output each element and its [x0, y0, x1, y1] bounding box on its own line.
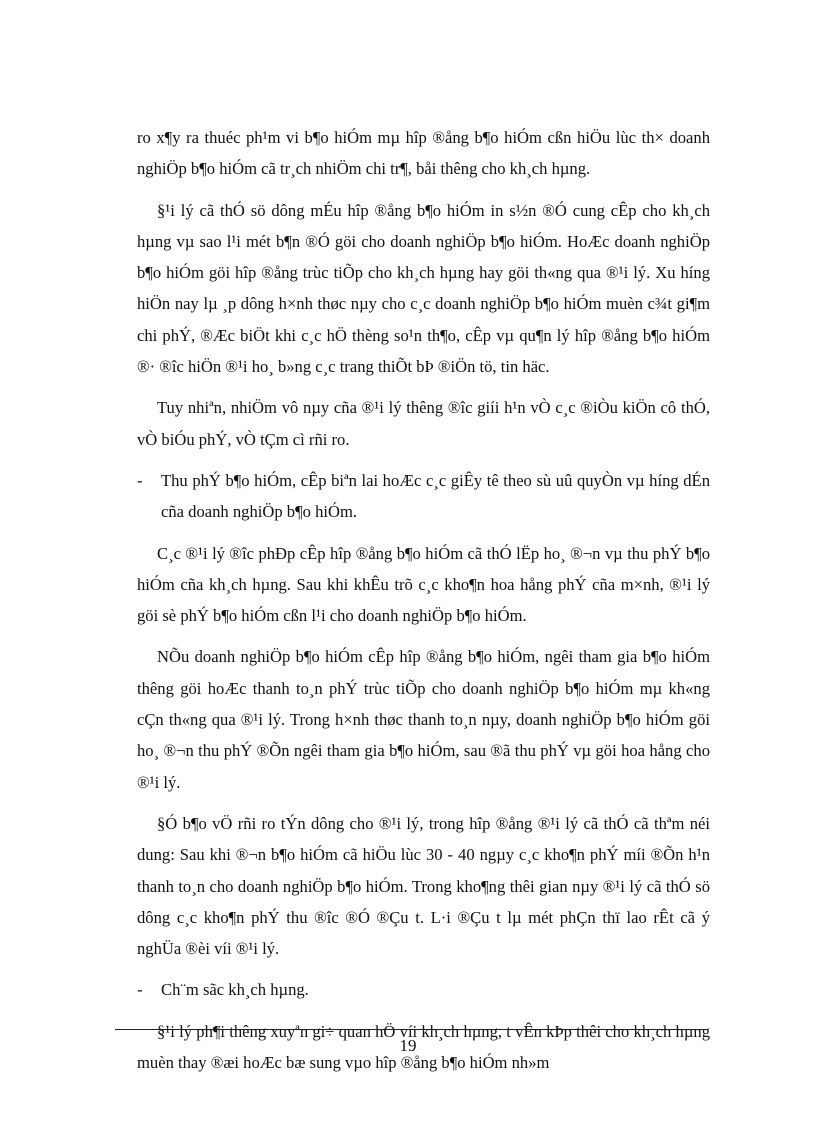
footer-rule [115, 1029, 708, 1030]
bullet-item-fee-collection [137, 465, 710, 528]
bullet-text: Ch¨m sãc kh¸ch hµng. [161, 980, 309, 1000]
bullet-dash: - [137, 470, 143, 490]
bullet-dash: - [137, 980, 143, 1000]
paragraph-9: §¹i lý ph¶i thêng xuyªn gi÷ quan hÖ víi kh¸ch hµng, t vÊn kÞp thêi cho kh¸ch hµng muèn thay ®æi hoÆc bæ sung vµo hîp ®ång b¶o hiÓm nh»m [137, 1021, 710, 1073]
paragraph-1: ro x¶y ra thuéc ph¹m vi b¶o hiÓm mµ hîp ®ång b¶o hiÓm cßn hiÖu lùc th× doanh nghiÖp b¶o hiÓm cã tr¸ch nhiÖm chi tr¶, båi thêng cho kh¸ch hµng. [137, 128, 710, 179]
paragraph-3: Tuy nhiªn, nhiÖm vô nµy cña ®¹i lý thêng ®îc giíi h¹n vÒ c¸c ®iÒu kiÖn cô thÓ, vÒ biÓu phÝ, vÒ tÇm cì rñi ro. [137, 398, 710, 449]
paragraph-5: C¸c ®¹i lý ®îc phÐp cÊp hîp ®ång b¶o hiÓm cã thÓ lËp ho¸ ®¬n vµ thu phÝ b¶o hiÓm cña kh¸ch hµng. Sau khi khÊu trõ c¸c kho¶n hoa hång phÝ cña m×nh, ®¹i lý göi sè phÝ b¶o hiÓm cßn l¹i cho doanh nghiÖp b¶o hiÓm. [137, 543, 710, 626]
bullet-text: Thu phÝ b¶o hiÓm, cÊp biªn lai hoÆc c¸c giÊy tê theo sù uû quyÒn vµ híng dÉn cña doanh nghiÖp b¶o hiÓm. [161, 470, 710, 522]
bullet-item-customer-care [137, 974, 710, 1005]
paragraph-2: §¹i lý cã thÓ sö dông mÉu hîp ®ång b¶o hiÓm in s½n ®Ó cung cÊp cho kh¸ch hµng vµ sao l¹i mét b¶n ®Ó göi cho doanh nghiÖp b¶o hiÓm. HoÆc doanh nghiÖp b¶o hiÓm göi hîp ®ång trùc tiÕp cho kh¸ch hµng hay göi th«ng qua ®¹i lý. Xu híng hiÖn nay lµ ¸p dông h×nh thøc nµy cho c¸c doanh nghiÖp b¶o hiÓm muèn c¾t gi¶m chi phÝ, ®Æc biÖt khi c¸c hÖ thèng so¹n th¶o, cÊp vµ qu¶n lý hîp ®ång b¶o hiÓm ®· ®îc hiÖn ®¹i ho¸ b»ng c¸c trang thiÕt bÞ ®iÖn tö, tin häc. [137, 200, 710, 377]
paragraph-7: §Ó b¶o vÖ rñi ro tÝn dông cho ®¹i lý, trong hîp ®ång ®¹i lý cã thÓ cã thªm néi dung: Sau khi ®¬n b¶o hiÓm cã hiÖu lùc 30 - 40 ngµy c¸c kho¶n phÝ míi ®Õn h¹n thanh to¸n cho doanh nghiÖp b¶o hiÓm. Trong kho¶ng thêi gian nµy ®¹i lý cã thÓ sö dông c¸c kho¶n phÝ thu ®îc ®Ó ®Çu t. L·i ®Çu t lµ mét phÇn thï lao rÊt cã ý nghÜa ®èi víi ®¹i lý. [137, 813, 710, 959]
body-text [137, 122, 710, 1088]
page-number: 19 [399, 1036, 417, 1055]
paragraph-6: NÕu doanh nghiÖp b¶o hiÓm cÊp hîp ®ång b¶o hiÓm, ngêi tham gia b¶o hiÓm thêng göi hoÆc thanh to¸n phÝ trùc tiÕp cho doanh nghiÖp b¶o hiÓm mµ kh«ng cÇn th«ng qua ®¹i lý. Trong h×nh thøc thanh to¸n nµy, doanh nghiÖp b¶o hiÓm göi ho¸ ®¬n thu phÝ ®Õn ngêi tham gia b¶o hiÓm, sau ®ã thu phÝ vµ göi hoa hång cho ®¹i lý. [137, 647, 710, 792]
